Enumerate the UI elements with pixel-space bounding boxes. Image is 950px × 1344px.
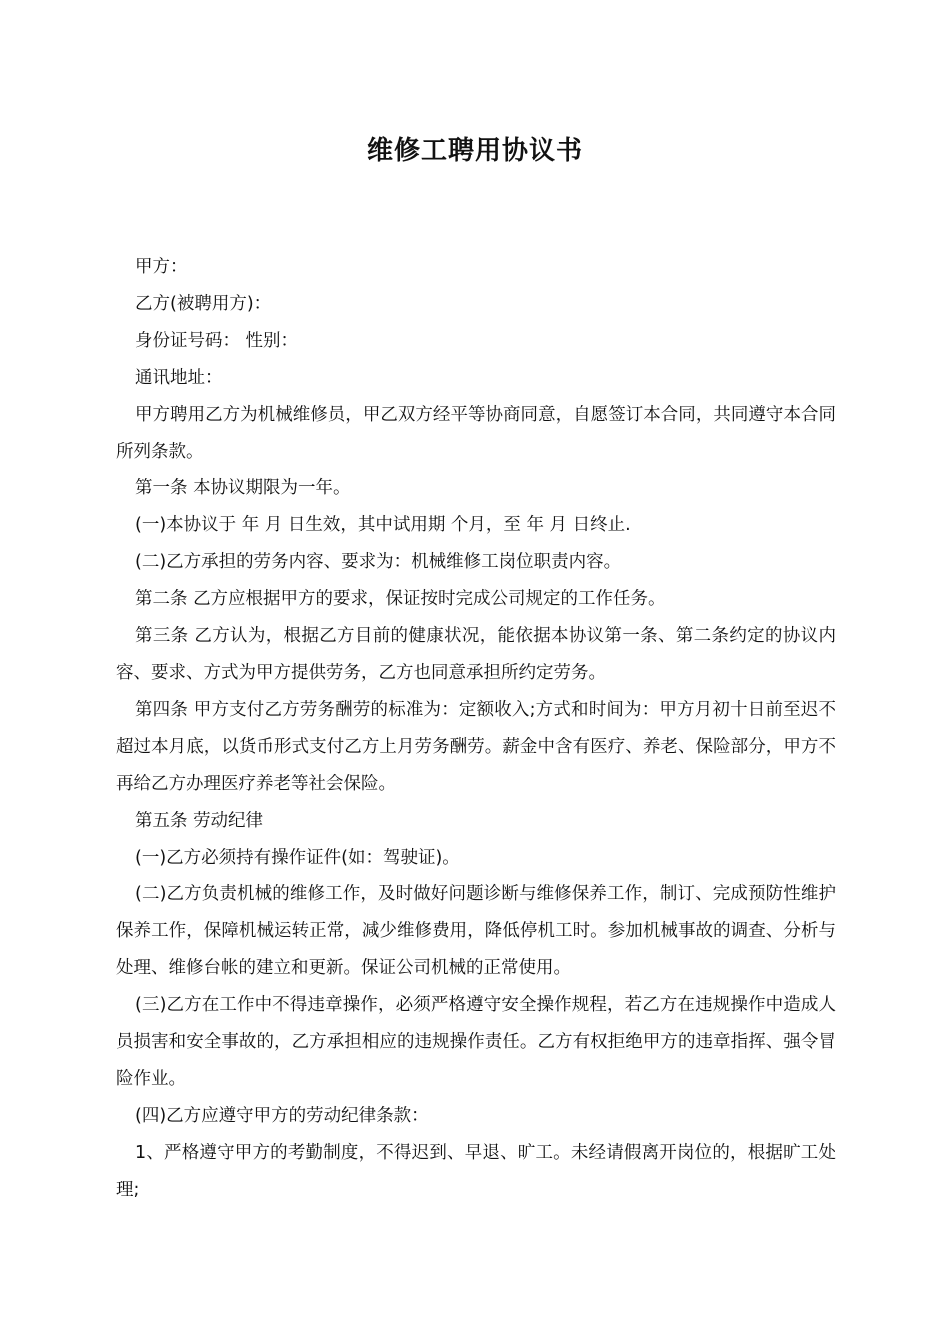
id-gender-line: 身份证号码： 性别： [135,330,299,351]
article-4: 第四条 甲方支付乙方劳务酬劳的标准为：定额收入;方式和时间为：甲方月初十日前至迟不超过本月底，以货币形式支付乙方上月劳务酬劳。薪金中含有医疗、养老、保险部分，甲方不再给乙方办理医疗养老等社会保险。 [116,699,836,794]
article-5-clause-1: (一)乙方必须持有操作证件(如：驾驶证)。 [135,847,460,868]
article-3: 第三条 乙方认为，根据乙方目前的健康状况，能依据本协议第一条、第二条约定的协议内容、要求、方式为甲方提供劳务，乙方也同意承担所约定劳务。 [116,626,836,683]
article-2: 第二条 乙方应根据甲方的要求，保证按时完成公司规定的工作任务。 [135,589,666,610]
article-5-clause-2: (二)乙方负责机械的维修工作，及时做好问题诊断与维修保养工作，制订、完成预防性维护保养工作，保障机械运转正常，减少维修费用，降低停机工时。参加机械事故的调查、分析与处理、维修台帐的建立和更新。保证公司机械的正常使用。 [116,884,836,979]
article-1-heading: 第一条 本协议期限为一年。 [135,478,351,499]
intro-paragraph: 甲方聘用乙方为机械维修员，甲乙双方经平等协商同意，自愿签订本合同，共同遵守本合同所列条款。 [116,404,836,462]
party-b-line: 乙方(被聘用方)： [135,293,272,314]
party-a-line: 甲方： [135,257,188,277]
article-5-heading: 第五条 劳动纪律 [135,810,264,831]
discipline-item-1: 1、严格遵守甲方的考勤制度，不得迟到、早退、旷工。未经请假离开岗位的，根据旷工处理; [116,1142,836,1200]
article-5-clause-4: (四)乙方应遵守甲方的劳动纪律条款： [135,1105,429,1126]
article-1-clause-2: (二)乙方承担的劳务内容、要求为：机械维修工岗位职责内容。 [135,552,622,573]
article-1-clause-1: (一)本协议于 年 月 日生效，其中试用期 个月，至 年 月 日终止. [135,515,631,536]
document-title: 维修工聘用协议书 [366,136,583,166]
article-5-clause-3: (三)乙方在工作中不得违章操作，必须严格遵守安全操作规程，若乙方在违规操作中造成人员损害和安全事故的，乙方承担相应的违规操作责任。乙方有权拒绝甲方的违章指挥、强令冒险作业。 [116,995,836,1089]
document-body [116,249,836,1209]
address-line: 通讯地址： [135,367,223,388]
